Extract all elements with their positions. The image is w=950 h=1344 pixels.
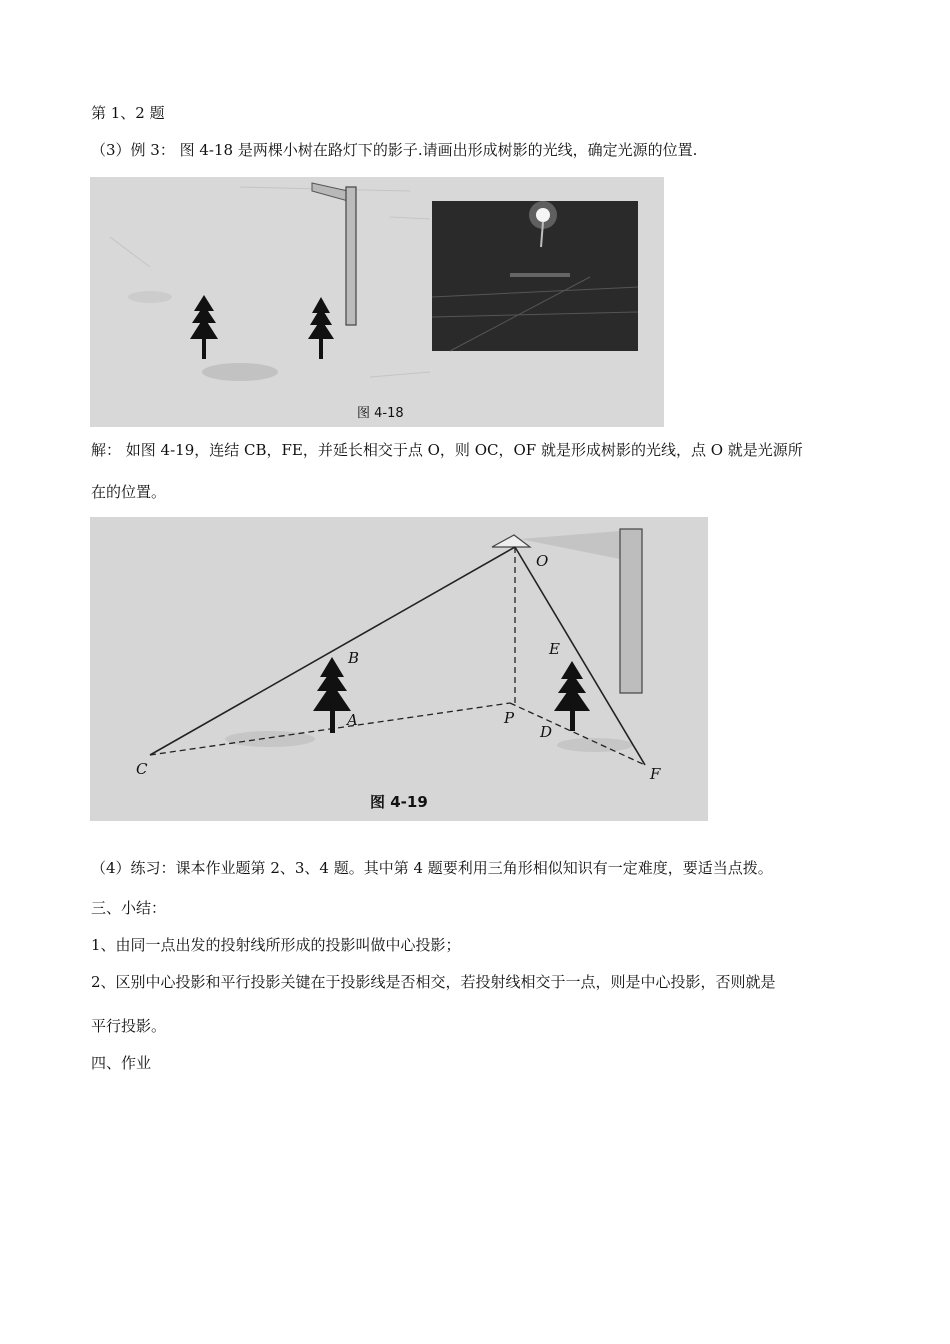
point-label-f: F — [650, 765, 661, 783]
text-line-5: （4）练习：课本作业题第 2、3、4 题。其中第 4 题要利用三角形相似知识有一定难度，要适当点拨。 — [91, 859, 773, 877]
point-label-b: B — [348, 649, 360, 667]
section-heading-summary: 三、小结： — [91, 899, 167, 917]
point-label-e: E — [549, 640, 560, 658]
text-line-2: （3）例 3： 图 4-18 是两棵小树在路灯下的影子.请画出形成树影的光线，确定光源的位置. — [91, 141, 698, 159]
point-label-p: P — [504, 709, 515, 727]
text-line-9: 平行投影。 — [91, 1017, 167, 1035]
text-line-8: 2、区别中心投影和平行投影关键在于投影线是否相交，若投射线相交于一点，则是中心投影，否则就是 — [91, 973, 776, 991]
text-line-7: 1、由同一点出发的投射线所形成的投影叫做中心投影； — [91, 936, 461, 954]
text-line-3: 解： 如图 4-19，连结 CB，FE，并延长相交于点 O，则 OC，OF 就是形成树影的光线，点 O 就是光源所 — [91, 441, 803, 459]
figure-4-18 — [90, 177, 664, 427]
text-line-4: 在的位置。 — [91, 483, 167, 501]
figure-caption: 图 4-19 — [370, 793, 428, 811]
point-label-a: A — [347, 711, 358, 729]
point-label-o: O — [536, 552, 549, 570]
figure-4-19 — [90, 517, 708, 821]
night-street-photo — [432, 201, 638, 351]
section-heading-homework: 四、作业 — [91, 1054, 152, 1072]
point-label-c: C — [136, 760, 148, 778]
point-label-d: D — [540, 723, 553, 741]
figure-caption: 图 4-18 — [357, 406, 404, 421]
text-line-1: 第 1、2 题 — [91, 104, 165, 122]
